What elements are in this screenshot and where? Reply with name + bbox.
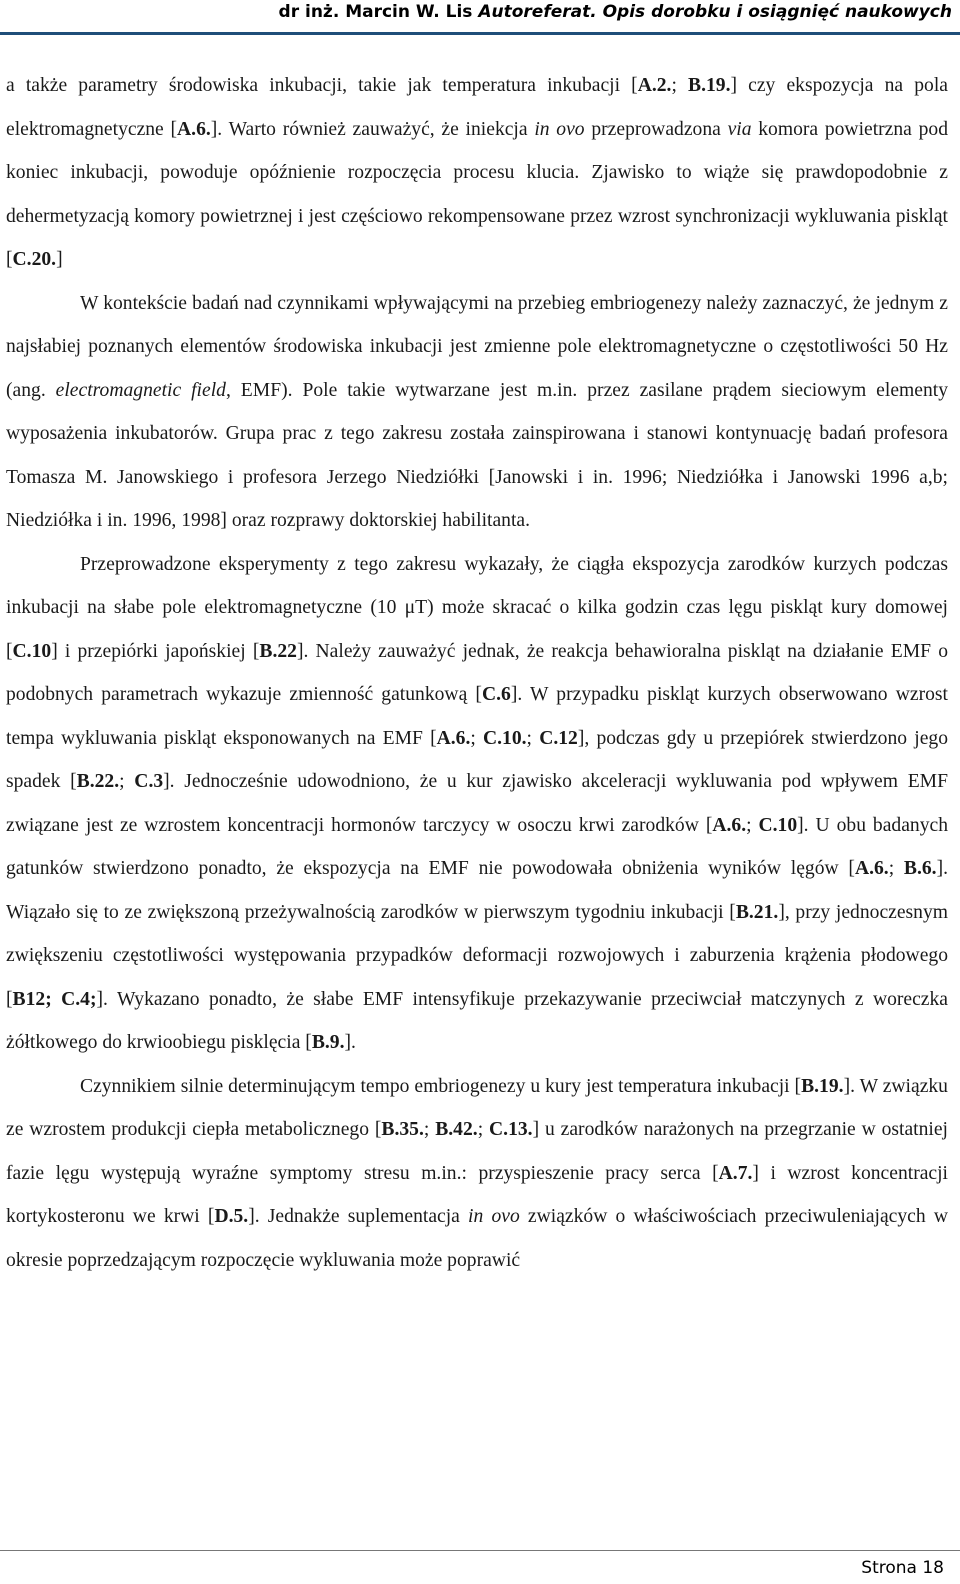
italic-term: via [727, 118, 752, 140]
text-run: ; [470, 727, 483, 749]
text-run: ]. Wiązało się to ze zwiększoną przeżywalnością zarodków w pierwszym tygodniu inkubacji [ [6, 858, 948, 923]
citation-ref: C.10 [758, 814, 798, 836]
footer-rule [0, 1550, 960, 1551]
text-run: związków o właściwościach przeciwuleniających w okresie poprzedzającym rozpoczęcie wykluwania może poprawić [6, 1206, 948, 1271]
text-run: ]. U obu badanych gatunków stwierdzono ponadto, że ekspozycja na EMF nie powodowała obniżenia wyników lęgów [ [6, 814, 949, 879]
document-body [6, 64, 948, 1282]
paragraph-2 [6, 282, 948, 543]
citation-ref: C.20. [12, 249, 57, 270]
header-rule [0, 32, 960, 35]
italic-term: in ovo [468, 1206, 520, 1227]
page-header [0, 0, 960, 46]
text-run: ; [119, 771, 135, 792]
citation-ref: B.19. [688, 75, 731, 96]
text-run: komora powietrzna pod koniec inkubacji, powoduje opóźnienie rozpoczęcia procesu klucia. Zjawisko to wiąże się prawdopodobnie z dehermetyzacją komory powietrznej i jest częściowo rekompensowane przez wzrost synchronizacji wykluwania piskląt [ [6, 118, 949, 270]
header-author: dr inż. Marcin W. Lis [278, 2, 473, 22]
citation-ref: B.35. [381, 1119, 424, 1140]
text-run: Przeprowadzone eksperymenty z tego zakresu wykazały, że ciągła ekspozycja zarodków kurzych podczas inkubacji na słabe pole elektromagnetyczne (10 μT) może skracać o kilka godzin czas lęgu piskląt kury domowej [ [6, 553, 948, 662]
text-run: , EMF). Pole takie wytwarzane jest m.in. przez zasilane prądem sieciowym elementy wyposażenia inkubatorów. Grupa prac z tego zakresu została zainspirowana i stanowi kontynuację badań profesora Tomasza M. Janowskiego i profesora Jerzego Niedziółki [Janowski i in. 1996; Niedziółka i Janowski 1996 a,b; Niedziółka i in. 1996, 1998] oraz rozprawy doktorskiej habilitanta. [6, 379, 948, 531]
citation-ref: B.22 [259, 640, 297, 662]
citation-ref: C.6 [481, 684, 511, 705]
citation-ref: A.7. [718, 1162, 753, 1184]
text-run: ; [526, 727, 540, 749]
header-title [279, 2, 952, 22]
text-run: W kontekście badań nad czynnikami wpływającymi na przebieg embriogenezy należy zaznaczyć, że jednym z najsłabiej poznanych elementów środowiska inkubacji jest zmienne pole elektromagnetyczne o częstotliwości 50 Hz (ang. [6, 292, 948, 401]
paragraph-4 [6, 1065, 948, 1283]
citation-ref: D.5. [214, 1206, 249, 1227]
paragraph-1 [6, 64, 948, 282]
text-run: ] czy ekspozycja na pola elektromagnetyczne [ [6, 75, 948, 140]
page-number: Strona 18 [861, 1558, 944, 1578]
text-run: ]. W przypadku piskląt kurzych obserwowano wzrost tempa wykluwania piskląt eksponowanych na EMF [ [6, 684, 948, 749]
italic-term: electromagnetic field [55, 379, 226, 401]
paragraph-3 [6, 543, 948, 1065]
citation-ref: C.10. [483, 727, 527, 749]
citation-ref: B.42. [435, 1119, 478, 1140]
citation-ref: B.22. [76, 771, 120, 792]
text-run: ] i przepiórki japońskiej [ [51, 640, 260, 662]
text-run: ; [888, 858, 904, 879]
text-run: ]. Warto również zauważyć, że iniekcja [210, 118, 535, 140]
citation-ref: A.6. [436, 727, 471, 749]
citation-ref: B.21. [735, 901, 779, 923]
text-run: ] i wzrost koncentracji kortykosteronu we krwi [ [6, 1162, 949, 1227]
text-run: ]. Wykazano ponadto, że słabe EMF intensyfikuje przekazywanie przeciwciał matczynych z woreczka żółtkowego do krwioobiegu pisklęcia [ [6, 988, 948, 1053]
text-run: ]. [344, 1032, 356, 1053]
text-run: przeprowadzona [584, 118, 728, 140]
italic-term: in ovo [534, 118, 585, 140]
citation-ref: C.13. [489, 1119, 533, 1140]
text-run: Czynnikiem silnie determinującym tempo embriogenezy u kury jest temperatura inkubacji [ [80, 1075, 802, 1097]
citation-ref: C.3 [134, 771, 164, 792]
text-run: ]. Jednakże suplementacja [248, 1206, 469, 1227]
citation-ref: B.19. [801, 1075, 844, 1097]
citation-ref: A.6. [177, 118, 211, 140]
citation-ref: B.6. [903, 858, 937, 879]
text-run: ]. Jednocześnie udowodniono, że u kur zjawisko akceleracji wykluwania pod wpływem EMF związane jest ze wzrostem koncentracji hormonów tarczycy w osoczu krwi zarodków [ [6, 771, 948, 836]
text-run: ; [477, 1119, 490, 1140]
text-run: ]. Należy zauważyć jednak, że reakcja behawioralna piskląt na działanie EMF o podobnych parametrach wykazuje zmienność gatunkową [ [6, 640, 948, 705]
text-run: ; [671, 75, 689, 96]
citation-ref: C.12 [539, 727, 578, 749]
citation-ref: A.2. [637, 75, 672, 96]
header-subtitle: Autoreferat. Opis dorobku i osiągnięć naukowych [478, 2, 952, 22]
text-run: ; [423, 1119, 436, 1140]
text-run: ] u zarodków narażonych na przegrzanie w ostatniej fazie lęgu występują wyraźne symptomy stresu m.in.: przyspieszenie pracy serca [ [6, 1119, 949, 1184]
text-run: ]. W związku ze wzrostem produkcji ciepła metabolicznego [ [6, 1075, 948, 1140]
citation-ref: B12; C.4; [12, 988, 97, 1010]
text-run: ] [56, 249, 63, 270]
citation-ref: A.6. [712, 814, 747, 836]
text-run: ; [746, 814, 759, 836]
text-run: ], przy jednoczesnym zwiększeniu częstotliwości występowania przypadków deformacji rozwojowych i zaburzenia krążenia płodowego [ [6, 901, 948, 1010]
citation-ref: C.10 [12, 640, 52, 662]
citation-ref: A.6. [854, 858, 889, 879]
text-run: ], podczas gdy u przepiórek stwierdzono jego spadek [ [6, 727, 948, 792]
citation-ref: B.9. [311, 1032, 345, 1053]
page-footer [0, 1550, 960, 1584]
text-run: a także parametry środowiska inkubacji, takie jak temperatura inkubacji [ [6, 75, 638, 96]
